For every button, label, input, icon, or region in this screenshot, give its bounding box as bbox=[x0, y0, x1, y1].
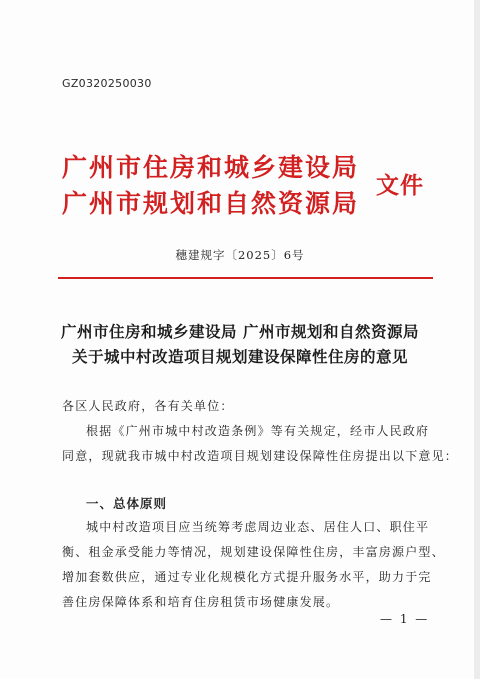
document-number: 穗建规字〔2025〕6号 bbox=[175, 248, 305, 262]
page-number: — 1 — bbox=[380, 612, 430, 626]
red-divider bbox=[58, 277, 433, 279]
paragraph-1-line-1: 根据《广州市城中村改造条例》等有关规定，经市人民政府 bbox=[86, 424, 430, 438]
paragraph-2-line-4: 善住房保障体系和培育住房租赁市场健康发展。 bbox=[62, 595, 340, 609]
document-type-label: 文件 bbox=[376, 172, 424, 199]
issuer-line-2: 广州市规划和自然资源局 bbox=[62, 189, 360, 218]
title-line-2: 关于城中村改造项目规划建设保障性住房的意见 bbox=[71, 347, 408, 366]
section-heading: 一、总体原则 bbox=[86, 496, 168, 511]
paragraph-2-line-2: 衡、租金承受能力等情况，规划建设保障性住房，丰富房源户型、 bbox=[62, 545, 445, 559]
document-code: GZ0320250030 bbox=[62, 77, 152, 90]
addressee: 各区人民政府，各有关单位： bbox=[62, 399, 234, 413]
title-line-1: 广州市住房和城乡建设局 广州市规划和自然资源局 bbox=[61, 322, 419, 341]
issuer-header bbox=[62, 148, 442, 218]
paragraph-2-line-1: 城中村改造项目应当统筹考虑周边业态、居住人口、职住平 bbox=[86, 520, 430, 534]
paragraph-1-line-2: 同意，现就我市城中村改造项目规划建设保障性住房提出以下意见： bbox=[62, 449, 459, 463]
issuer-line-1: 广州市住房和城乡建设局 bbox=[62, 153, 360, 182]
paragraph-2-line-3: 增加套数供应，通过专业化规模化方式提升服务水平，助力于完 bbox=[62, 570, 432, 584]
